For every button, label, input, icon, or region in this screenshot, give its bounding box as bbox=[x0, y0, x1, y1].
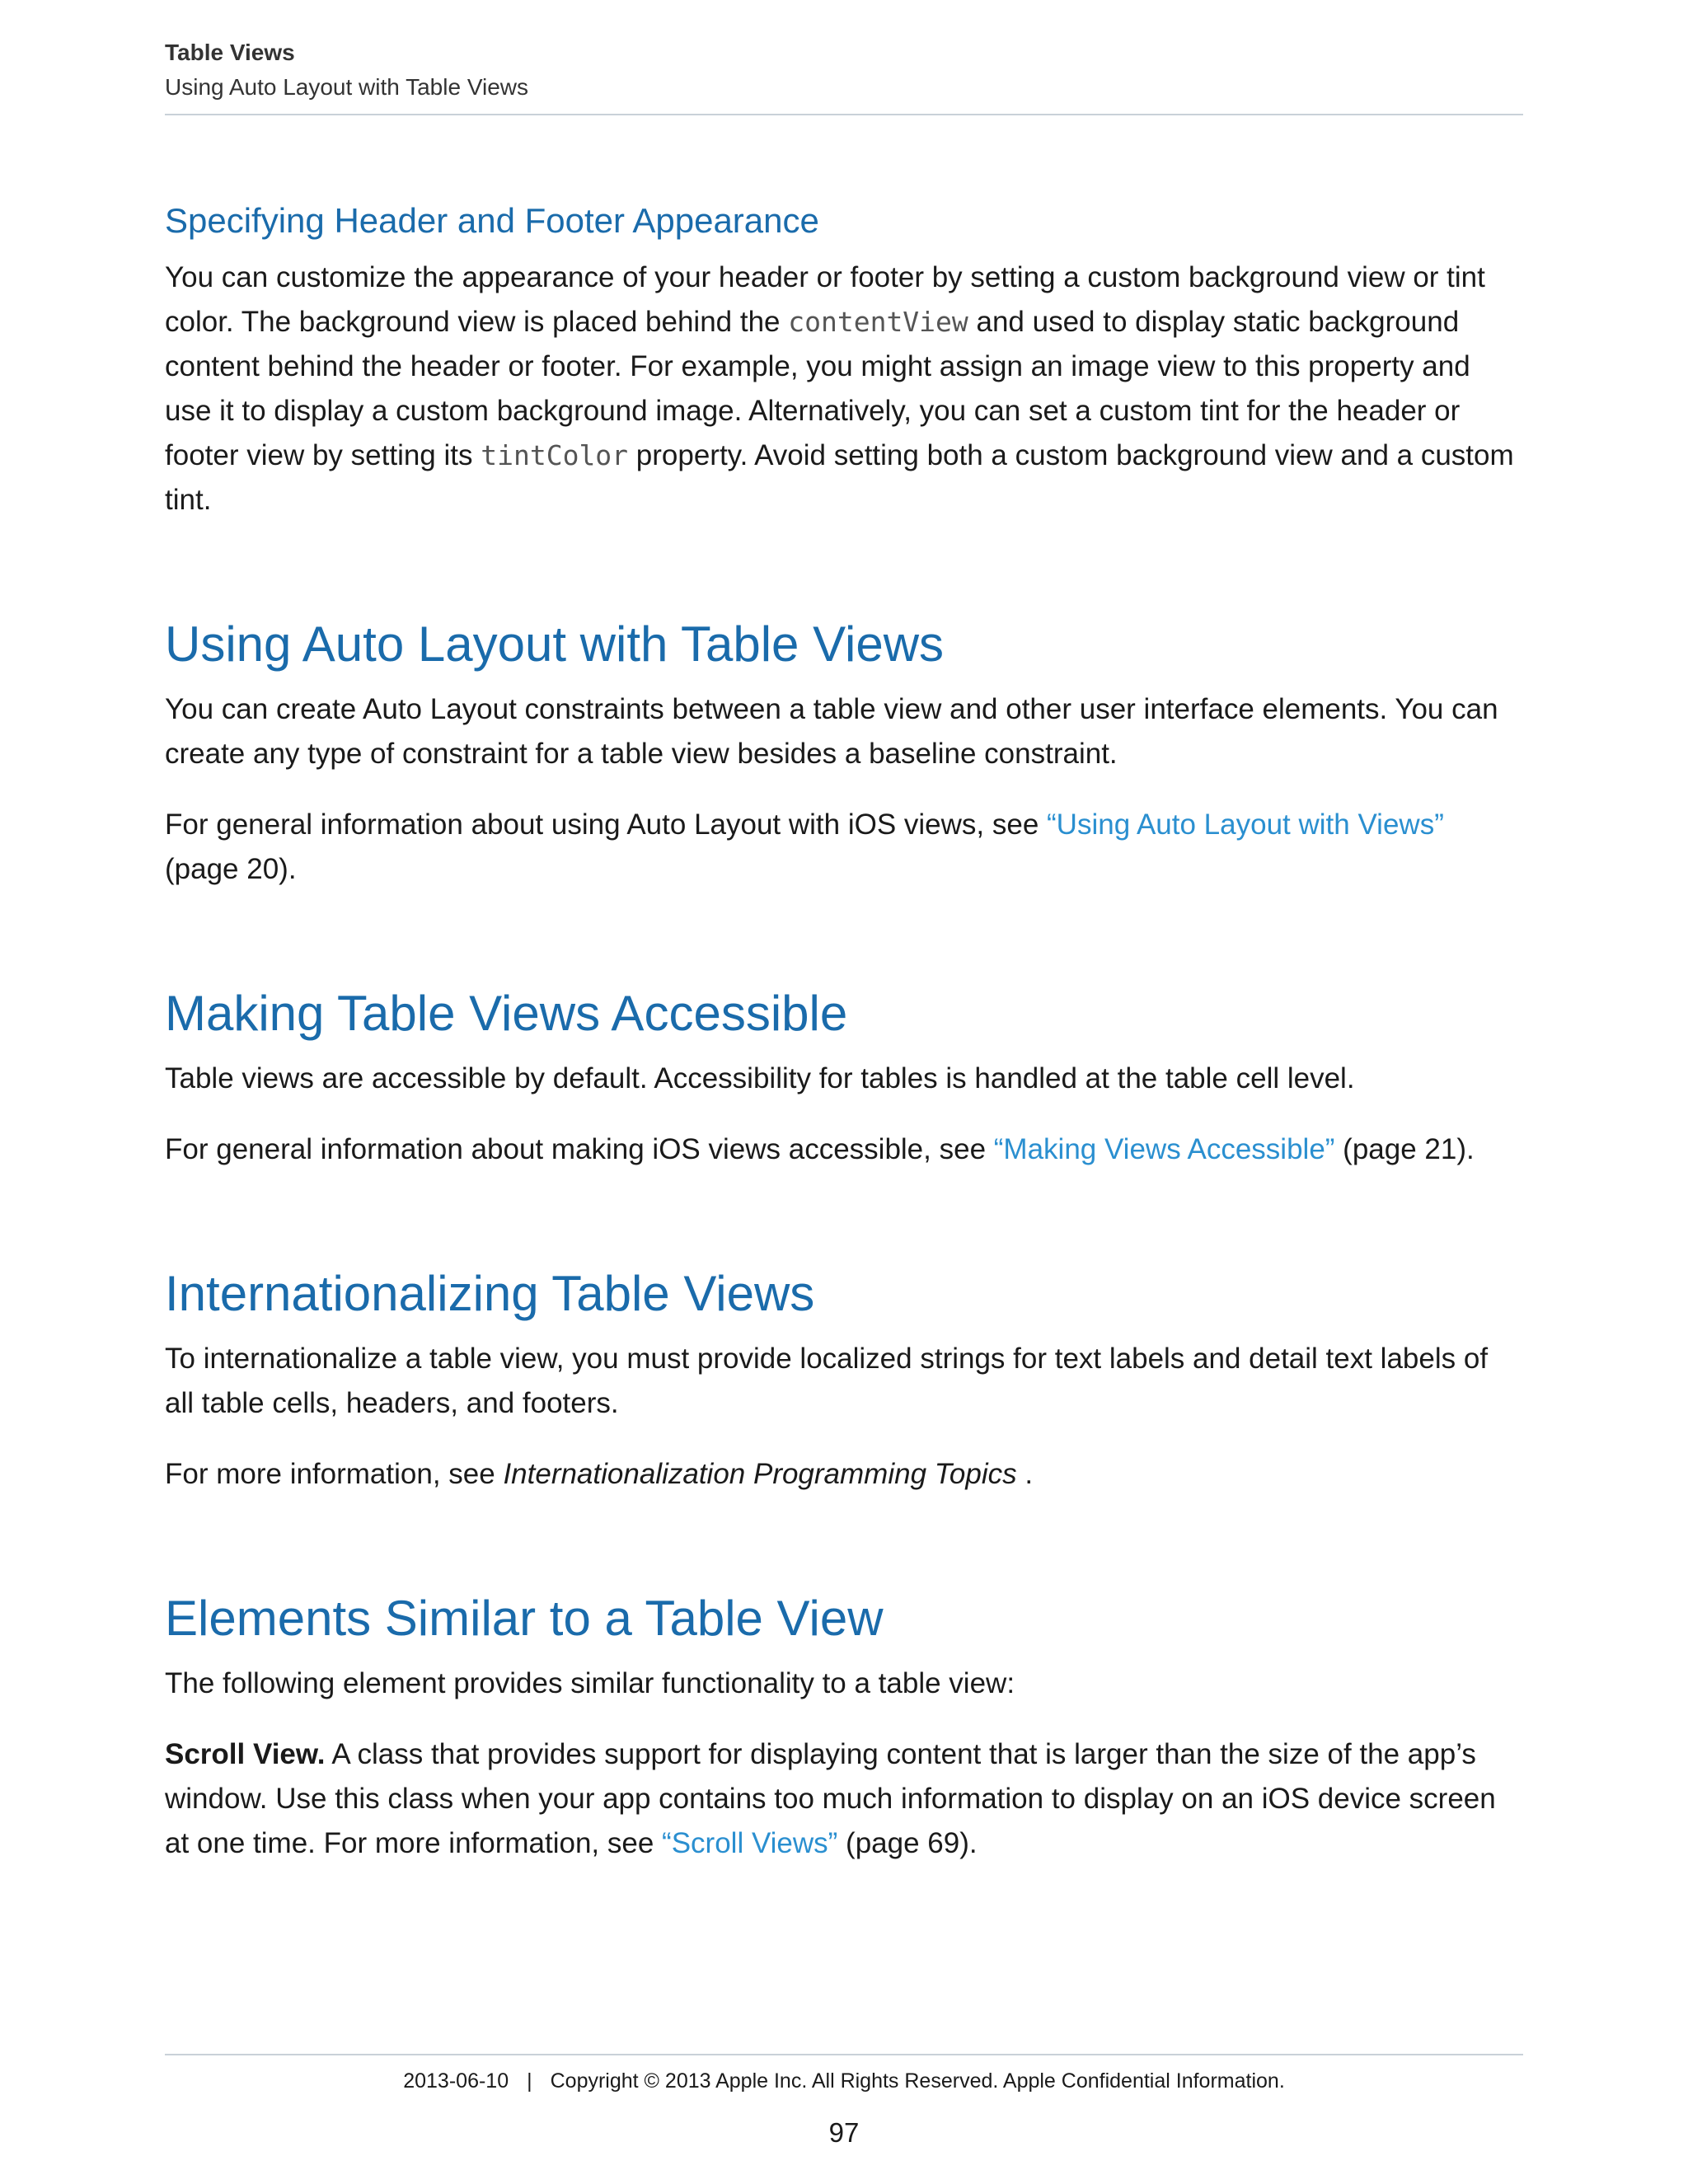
footer-copyright-line bbox=[165, 2067, 1523, 2095]
footer-separator: | bbox=[527, 2069, 532, 2093]
text-run: You can customize the appearance of your header or footer by setting a custom background view or tint color. The background view is placed behind the bbox=[165, 261, 1485, 338]
paragraph-internationalizing-reference bbox=[165, 1452, 1523, 1497]
heading-header-footer-appearance: Specifying Header and Footer Appearance bbox=[165, 201, 819, 240]
text-run: and used to display static background content behind the header or footer. For example, you might assign an image view to this property and use it to display a custom background image. Alternatively, you can set a custom tint for the header or footer view by setting its bbox=[165, 306, 1470, 471]
text-run: (page 21). bbox=[1334, 1133, 1475, 1165]
page-number: 97 bbox=[828, 2117, 860, 2148]
footer-date: 2013-06-10 bbox=[403, 2069, 509, 2093]
paragraph-similar-intro: The following element provides similar functionality to a table view: bbox=[165, 1667, 1015, 1699]
text-run: . bbox=[1016, 1458, 1034, 1490]
link-using-auto-layout-with-views[interactable]: “Using Auto Layout with Views” bbox=[1047, 808, 1444, 841]
section-spacer bbox=[165, 1523, 1523, 1587]
heading-auto-layout: Using Auto Layout with Table Views bbox=[165, 616, 945, 672]
footer-divider bbox=[165, 2054, 1523, 2055]
section-spacer bbox=[165, 1198, 1523, 1263]
footer-copyright: Copyright © 2013 Apple Inc. All Rights Reserved. Apple Confidential Information. bbox=[550, 2069, 1285, 2093]
text-run: A class that provides support for displaying content that is larger than the size of the app’s window. Use this class when your app contains too much information to display on an iOS device screen at one time. For more information, see bbox=[165, 1738, 1496, 1859]
paragraph-auto-layout-reference bbox=[165, 803, 1523, 892]
paragraph-accessible-reference bbox=[165, 1127, 1523, 1172]
heading-internationalizing: Internationalizing Table Views bbox=[165, 1266, 815, 1321]
text-run: For general information about making iOS views accessible, see bbox=[165, 1133, 994, 1165]
code-tintcolor: tintColor bbox=[481, 439, 629, 471]
link-making-views-accessible[interactable]: “Making Views Accessible” bbox=[993, 1133, 1335, 1165]
text-run: property. Avoid setting both a custom background view and a custom tint. bbox=[165, 439, 1514, 516]
running-header bbox=[165, 36, 1523, 104]
heading-accessible: Making Table Views Accessible bbox=[165, 986, 848, 1041]
section-spacer bbox=[165, 549, 1523, 613]
header-divider bbox=[165, 114, 1523, 115]
paragraph-accessible-default: Table views are accessible by default. Accessibility for tables is handled at the table cell level. bbox=[165, 1062, 1355, 1094]
text-run: (page 69). bbox=[837, 1827, 978, 1859]
paragraph-internationalizing: To internationalize a table view, you must provide localized strings for text labels and detail text labels of all table cells, headers, and footers. bbox=[165, 1343, 1489, 1419]
term-scroll-view: Scroll View. bbox=[165, 1738, 326, 1770]
section-title: Using Auto Layout with Table Views bbox=[165, 74, 529, 100]
paragraph-auto-layout-constraints: You can create Auto Layout constraints between a table view and other user interface elements. You can create any type of constraint for a table view besides a baseline constraint. bbox=[165, 693, 1498, 770]
heading-similar-elements: Elements Similar to a Table View bbox=[165, 1591, 884, 1646]
book-title-internationalization: Internationalization Programming Topics bbox=[503, 1458, 1017, 1490]
paragraph-scroll-view bbox=[165, 1732, 1523, 1866]
chapter-title: Table Views bbox=[165, 40, 295, 65]
code-contentview: contentView bbox=[788, 306, 968, 338]
section-spacer bbox=[165, 918, 1523, 982]
paragraph-header-footer-appearance bbox=[165, 255, 1523, 523]
text-run: (page 20). bbox=[165, 853, 297, 885]
text-run: For general information about using Auto Layout with iOS views, see bbox=[165, 808, 1048, 841]
link-scroll-views[interactable]: “Scroll Views” bbox=[662, 1827, 838, 1859]
main-content bbox=[165, 198, 1523, 1892]
text-run: For more information, see bbox=[165, 1458, 504, 1490]
